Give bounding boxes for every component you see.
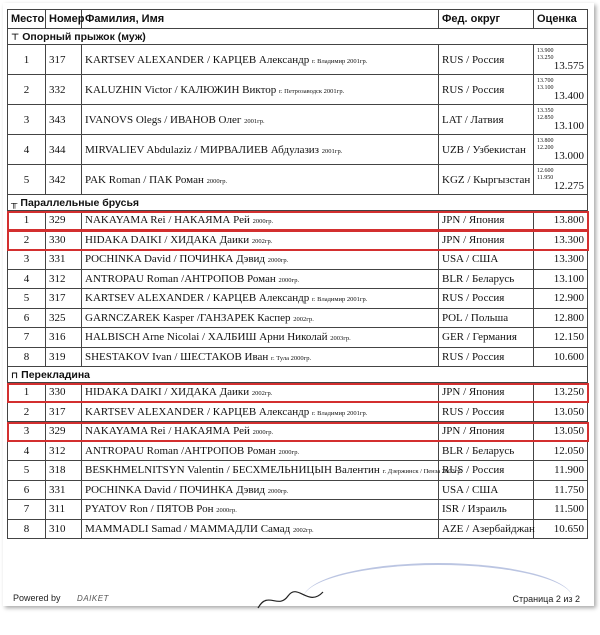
athlete-info: 2002гр.: [251, 237, 273, 245]
final-score: 12.275: [553, 179, 584, 192]
athlete-info: г. Дзержинск / Пенза 2003гр.: [382, 468, 463, 476]
place-cell: 5: [8, 461, 46, 481]
region-cell: USA / США: [439, 250, 534, 270]
athlete-info: 2002гр.: [251, 390, 273, 398]
name-cell: [82, 441, 439, 461]
name-cell: [82, 250, 439, 270]
region-cell: JPN / Япония: [439, 383, 534, 403]
section-header: [8, 29, 588, 45]
section-title-cell: [8, 195, 588, 211]
athlete-info: 2000гр.: [278, 448, 300, 456]
region-cell: BLR / Беларусь: [439, 441, 534, 461]
number-cell: 316: [46, 328, 82, 348]
final-score: 13.400: [553, 89, 584, 102]
athlete-info: 2000гр.: [206, 177, 228, 185]
partial-score: 11.950: [537, 174, 554, 181]
partial-score: 13.100: [537, 84, 554, 91]
section-title: Опорный прыжок (муж): [22, 30, 146, 43]
final-score: 13.000: [553, 149, 584, 162]
name-cell: [82, 480, 439, 500]
result-row: [8, 328, 588, 348]
number-cell: 317: [46, 45, 82, 75]
name-cell: [82, 230, 439, 250]
partial-score: 13.700: [537, 77, 554, 84]
score-cell: [534, 135, 588, 165]
result-row: [8, 500, 588, 520]
name-cell: [82, 135, 439, 165]
score-parts: [537, 108, 554, 122]
region-cell: RUS / Россия: [439, 289, 534, 309]
number-cell: 325: [46, 308, 82, 328]
athlete-name: MIRVALIEV Abdulaziz / МИРВАЛИЕВ Абдулазиз: [85, 143, 322, 156]
number-cell: 343: [46, 105, 82, 135]
score-cell: 13.300: [534, 230, 588, 250]
name-cell: [82, 519, 439, 539]
number-cell: 342: [46, 165, 82, 195]
athlete-info: 2001гр.: [244, 117, 265, 125]
athlete-info: 2002гр.: [293, 315, 314, 323]
name-cell: [82, 289, 439, 309]
athlete-info: г. Владимир 2001гр.: [311, 296, 368, 304]
section-title: Параллельные брусья: [20, 196, 140, 209]
number-cell: 319: [46, 347, 82, 367]
place-cell: 8: [8, 347, 46, 367]
athlete-info: г. Тула 2000гр.: [271, 354, 312, 362]
place-cell: 3: [8, 105, 46, 135]
vault-score: [537, 76, 584, 104]
score-cell: 11.750: [534, 480, 588, 500]
athlete-name: PYATOV Ron / ПЯТОВ Рон: [85, 503, 217, 516]
name-cell: [82, 402, 439, 422]
athlete-name: KALUZHIN Victor / КАЛЮЖИН Виктор: [85, 83, 279, 96]
result-row: [8, 383, 588, 403]
number-cell: 330: [46, 383, 82, 403]
header-place: Место: [8, 10, 46, 29]
region-cell: JPN / Япония: [439, 230, 534, 250]
table-header: [8, 10, 588, 29]
result-row: [8, 269, 588, 289]
number-cell: 332: [46, 75, 82, 105]
score-cell: 12.900: [534, 289, 588, 309]
section-header: [8, 195, 588, 211]
place-cell: 3: [8, 250, 46, 270]
region-cell: BLR / Беларусь: [439, 269, 534, 289]
header-name: Фамилия, Имя: [82, 10, 439, 29]
vault-icon: ⊤: [11, 31, 20, 42]
vault-score: [537, 136, 584, 164]
athlete-name: POCHINKA David / ПОЧИНКА Дэвид: [85, 483, 268, 496]
number-cell: 331: [46, 480, 82, 500]
score-cell: 13.050: [534, 402, 588, 422]
name-cell: [82, 308, 439, 328]
athlete-name: KARTSEV ALEXANDER / КАРЦЕВ Александр: [85, 53, 312, 66]
place-cell: 3: [8, 422, 46, 442]
place-cell: 8: [8, 519, 46, 539]
athlete-info: 2000гр.: [278, 276, 300, 284]
number-cell: 329: [46, 211, 82, 231]
score-parts: [537, 78, 554, 92]
athlete-name: HALBISCH Arne Nicolai / ХАЛБИШ Арни Николай: [85, 331, 331, 344]
number-cell: 312: [46, 269, 82, 289]
region-cell: RUS / Россия: [439, 45, 534, 75]
place-cell: 2: [8, 75, 46, 105]
athlete-name: SHESTAKOV Ivan / ШЕСТАКОВ Иван: [85, 350, 272, 363]
name-cell: [82, 105, 439, 135]
results-table: [7, 9, 588, 539]
athlete-info: 2000гр.: [216, 507, 237, 515]
athlete-name: ANTROPAU Roman /АНТРОПОВ Роман: [85, 444, 279, 457]
place-cell: 4: [8, 269, 46, 289]
region-cell: ISR / Израиль: [439, 500, 534, 520]
name-cell: [82, 328, 439, 348]
place-cell: 1: [8, 45, 46, 75]
score-cell: 11.500: [534, 500, 588, 520]
athlete-name: KARTSEV ALEXANDER / КАРЦЕВ Александр: [85, 405, 312, 418]
place-cell: 7: [8, 328, 46, 348]
place-cell: 6: [8, 308, 46, 328]
region-cell: USA / США: [439, 480, 534, 500]
number-cell: 344: [46, 135, 82, 165]
name-cell: [82, 422, 439, 442]
place-cell: 4: [8, 135, 46, 165]
region-cell: AZE / Азербайджан: [439, 519, 534, 539]
athlete-info: г. Владимир 2001гр.: [311, 409, 368, 417]
score-cell: 12.050: [534, 441, 588, 461]
result-row: [8, 211, 588, 231]
score-cell: 12.150: [534, 328, 588, 348]
region-cell: RUS / Россия: [439, 75, 534, 105]
score-cell: 11.900: [534, 461, 588, 481]
result-row: [8, 519, 588, 539]
result-row: [8, 230, 588, 250]
result-row: [8, 441, 588, 461]
place-cell: 4: [8, 441, 46, 461]
region-cell: RUS / Россия: [439, 347, 534, 367]
athlete-name: PAK Roman / ПАК Роман: [85, 173, 207, 186]
powered-label: Powered by: [13, 593, 61, 603]
athlete-info: 2001гр.: [321, 147, 343, 155]
athlete-info: 2000гр.: [267, 487, 289, 495]
score-cell: 13.300: [534, 250, 588, 270]
athlete-info: г. Владимир 2001гр.: [311, 57, 368, 65]
number-cell: 312: [46, 441, 82, 461]
final-score: 13.575: [553, 59, 584, 72]
number-cell: 317: [46, 402, 82, 422]
athlete-name: POCHINKA David / ПОЧИНКА Дэвид: [85, 253, 268, 266]
number-cell: 311: [46, 500, 82, 520]
result-row: [8, 45, 588, 75]
result-row: [8, 422, 588, 442]
score-cell: 13.100: [534, 269, 588, 289]
athlete-name: NAKAYAMA Rei / НАКАЯМА Рей: [85, 214, 253, 227]
athlete-name: KARTSEV ALEXANDER / КАРЦЕВ Александр: [85, 292, 312, 305]
athlete-name: GARNCZAREK Kasper /ГАНЗАРЕК Каспер: [85, 311, 294, 324]
partial-score: 12.850: [537, 114, 554, 121]
athlete-name: IVANOVS Olegs / ИВАНОВ Олег: [85, 113, 245, 126]
score-cell: [534, 75, 588, 105]
name-cell: [82, 500, 439, 520]
region-cell: RUS / Россия: [439, 402, 534, 422]
final-score: 13.100: [553, 119, 584, 132]
athlete-info: г. Петрозаводск 2001гр.: [278, 87, 345, 95]
partial-score: 12.200: [537, 144, 554, 151]
place-cell: 6: [8, 480, 46, 500]
number-cell: 330: [46, 230, 82, 250]
name-cell: [82, 165, 439, 195]
place-cell: 1: [8, 211, 46, 231]
number-cell: 331: [46, 250, 82, 270]
partial-score: 13.350: [537, 107, 554, 114]
region-cell: LAT / Латвия: [439, 105, 534, 135]
vault-score: [537, 106, 584, 134]
athlete-info: 2000гр.: [252, 429, 274, 437]
place-cell: 5: [8, 289, 46, 309]
score-cell: 13.050: [534, 422, 588, 442]
footer-powered: [13, 593, 109, 603]
result-row: [8, 75, 588, 105]
place-cell: 2: [8, 402, 46, 422]
result-row: [8, 402, 588, 422]
results-sheet: [3, 3, 594, 606]
result-row: [8, 308, 588, 328]
name-cell: [82, 75, 439, 105]
score-parts: [537, 168, 554, 182]
athlete-name: HIDAKA DAIKI / ХИДАКА Даики: [85, 386, 252, 399]
section-title-cell: [8, 29, 588, 45]
score-cell: [534, 165, 588, 195]
place-cell: 5: [8, 165, 46, 195]
score-cell: [534, 105, 588, 135]
athlete-name: HIDAKA DAIKI / ХИДАКА Даики: [85, 233, 252, 246]
name-cell: [82, 269, 439, 289]
section-title: Перекладина: [21, 368, 91, 381]
region-cell: POL / Польша: [439, 308, 534, 328]
place-cell: 2: [8, 230, 46, 250]
brand-logo: DAIKET: [77, 594, 109, 603]
athlete-info: 2002гр.: [293, 526, 314, 534]
result-row: [8, 289, 588, 309]
result-row: [8, 347, 588, 367]
result-row: [8, 250, 588, 270]
vault-score: [537, 166, 584, 194]
partial-score: 13.250: [537, 54, 554, 61]
name-cell: [82, 45, 439, 75]
region-cell: JPN / Япония: [439, 422, 534, 442]
section-header: [8, 367, 588, 383]
result-row: [8, 480, 588, 500]
result-row: [8, 105, 588, 135]
result-row: [8, 135, 588, 165]
region-cell: RUS / Россия: [439, 461, 534, 481]
score-cell: 13.250: [534, 383, 588, 403]
score-cell: 13.800: [534, 211, 588, 231]
name-cell: [82, 461, 463, 481]
score-cell: 10.600: [534, 347, 588, 367]
place-cell: 7: [8, 500, 46, 520]
region-cell: UZB / Узбекистан: [439, 135, 534, 165]
athlete-name: MAMMADLI Samad / МАММАДЛИ Самад: [85, 522, 294, 535]
athlete-info: 2003гр.: [330, 335, 351, 343]
header-number: Номер: [46, 10, 82, 29]
region-cell: JPN / Япония: [439, 211, 534, 231]
name-cell: [82, 211, 439, 231]
region-cell: GER / Германия: [439, 328, 534, 348]
number-cell: 329: [46, 422, 82, 442]
partial-score: 13.800: [537, 137, 554, 144]
number-cell: 318: [46, 461, 82, 481]
page-number: Страница 2 из 2: [512, 594, 580, 604]
vault-score: [537, 46, 584, 74]
signature: [253, 588, 333, 612]
athlete-info: 2000гр.: [252, 218, 274, 226]
athlete-name: NAKAYAMA Rei / НАКАЯМА Рей: [85, 425, 253, 438]
athlete-name: ANTROPAU Roman /АНТРОПОВ Роман: [85, 272, 279, 285]
score-parts: [537, 48, 554, 62]
number-cell: 317: [46, 289, 82, 309]
score-cell: 12.800: [534, 308, 588, 328]
name-cell: [82, 383, 439, 403]
score-cell: 10.650: [534, 519, 588, 539]
parallel-bars-icon: ╥: [11, 197, 18, 208]
partial-score: 12.600: [537, 167, 554, 174]
result-row: [8, 461, 588, 481]
score-parts: [537, 138, 554, 152]
section-title-cell: [8, 367, 588, 383]
region-cell: KGZ / Кыргызстан: [439, 165, 534, 195]
header-score: Оценка: [534, 10, 588, 29]
high-bar-icon: ⊓: [11, 369, 19, 380]
partial-score: 13.900: [537, 47, 554, 54]
athlete-info: 2000гр.: [267, 257, 289, 265]
name-cell: [82, 347, 439, 367]
number-cell: 310: [46, 519, 82, 539]
score-cell: [534, 45, 588, 75]
result-row: [8, 165, 588, 195]
athlete-name: BESKHMELNITSYN Valentin / БЕСХМЕЛЬНИЦЫН Валентин: [85, 464, 383, 477]
header-region: Фед. округ: [439, 10, 534, 29]
place-cell: 1: [8, 383, 46, 403]
